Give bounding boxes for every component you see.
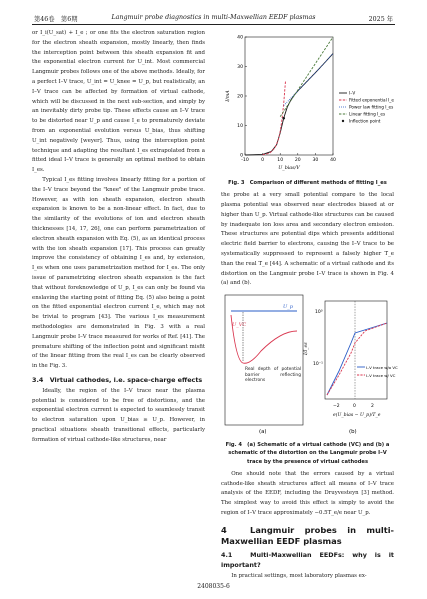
fig3-chart: [221, 29, 394, 177]
fig4b-ylabel: I/I_es: [304, 342, 309, 356]
fig3-legend-label: Linear fitting I_es: [349, 111, 386, 117]
fig4b-legend-1: I–V trace w/o VC: [366, 365, 398, 371]
figure-4: [221, 291, 398, 439]
fig3-xtick-label: -10: [241, 158, 249, 163]
fig3-xtick-label: 20: [294, 158, 301, 163]
fig4b-xtick-1: −2: [333, 404, 340, 410]
fig4b-frame: [325, 301, 387, 399]
fig3-series-line: [263, 81, 286, 154]
fig3-ytick-label: 0: [240, 153, 243, 159]
fig3-xtick-label: 10: [277, 158, 284, 163]
section-heading-4-1: 4.1 Multi-Maxwellian EEDFs: why is it important?: [221, 550, 394, 569]
right-paragraph-2: One should note that the errors caused by a virtual cathode-like sheath structures affect all means of I–V trace analysis of the EEDF, including the Druyvesteyn [3] method. The simplest way to avoid this effect is simply to avoid the region of I–V trace approximately −0.5T_e/e near U_p.: [221, 470, 394, 516]
fig3-ytick-label: 40: [237, 35, 243, 41]
fig3-ytick-label: 30: [237, 65, 243, 71]
fig4a-panel: [225, 295, 303, 435]
fig4a-frame: [225, 295, 303, 425]
fig4b-trace-without-vc: [327, 323, 387, 395]
left-column: [32, 29, 205, 446]
fig3-ylabel: I/mA: [226, 90, 231, 102]
fig4a-dip-note: Real depth of potential barrier reflecting electrons: [245, 367, 301, 384]
left-paragraph-3: Ideally, the region of the I–V trace near the plasma potential is considered to be free of distortions, and the exponential electron current is expected to seamlessly transit to electron saturation upon U_bias ≥ U_p. However, in practical situations sheath transitional effects, particularly formation of virtual cathode-like structures, near: [32, 387, 205, 443]
fig3-legend-label: I–V: [349, 90, 356, 96]
right-column: [221, 29, 398, 582]
fig4b-xtick-3: 2: [371, 404, 374, 410]
fig4b-legend-2: I–V trace w/ VC: [366, 373, 396, 379]
section-heading-3-4: 3.4 Virtual cathodes, i.e. space-charge effects: [32, 375, 203, 384]
fig4a-up-label: U_p: [283, 304, 293, 311]
running-title: Langmuir probe diagnostics in multi-Maxwellian EEDF plasmas: [111, 14, 316, 21]
fig4b-label: (b): [349, 429, 357, 436]
fig3-legend-label: Fitted exponential I_e: [349, 97, 394, 103]
fig3-xlabel: U_bias/V: [278, 166, 300, 171]
fig3-legend-label: Inflection point: [349, 118, 381, 124]
fig4b-panel: [303, 301, 398, 435]
fig3-ytick-label: 20: [237, 94, 243, 100]
fig4a-label: (a): [259, 429, 267, 436]
fig3-legend-label: Power law fitting I_es: [349, 104, 394, 110]
journal-volume: 第46卷 第6期: [34, 16, 78, 23]
fig4b-ytick-bottom: 10⁻¹: [313, 362, 323, 368]
left-paragraph-1: or I_i(U_sat) + I_e ; or one fits the electron saturation region for the electron sheath expansion, mostly linearly, then finds the interception point between this sheath expansion fit and the exponential electron current for U_int. Most commercial Langmuir probes follows one of the above methods. Ideally, for a perfect I–V trace, U_int = U_knee = U_p, but realistically, an I–V trace can be affected by formation of virtual cathode, which will be discussed in the next sub-section, and simply by an inevitably dirty probe tip. These effects cause an I–V trace to be distorted near U_p and cause I_e to prematurely deviate from an exponential evolution versus U_bias, thus shifting U_int negatively [weyer]. Thus, using the interception point technique and adapting the resultant I_es extrapolated from a fitted ideal I–V trace is generally an optimal method to obtain I_es.: [32, 30, 205, 174]
fig3-xtick-label: 40: [330, 158, 336, 163]
fig3-inflection-point: [282, 117, 285, 120]
page-footer: 2408035-6: [197, 583, 230, 590]
fig3-xtick-label: 0: [261, 158, 265, 163]
fig3-xtick-label: 30: [312, 158, 319, 163]
header-rule: [32, 24, 395, 25]
fig4b-ytick-top: 10⁰: [315, 310, 323, 316]
figure-3-caption: Fig. 3 Comparison of different methods of fitting I_es: [228, 180, 387, 186]
fig4b-trace-with-vc: [327, 323, 387, 395]
fig3-ytick-label: 10: [237, 124, 243, 130]
fig3-plot-frame: [245, 37, 333, 155]
fig4a-uvc-label: U_VC: [232, 322, 247, 329]
right-paragraph-1: the probe at a very small potential compare to the local plasma potential was observed near electrodes biased at or higher than U_p. Virtual cathode-like structures can be caused by inadequate ion loss area and secondary electron emission. These structures are potential dips which presents additional electric field barrier to electrons, causing the I–V trace to be systematically suppressed to represent a falsely higher T_e than the real T_e [44]. A schematic of a virtual cathode and its distortion on the Langmuir probe I–V trace is shown in Fig. 4 (a) and (b).: [221, 192, 394, 287]
right-paragraph-3: In practical settings, most laboratory plasmas ex-: [231, 572, 367, 579]
fig3-legend-swatch: [342, 120, 344, 122]
figure-3: [221, 29, 394, 177]
fig3-series-line: [245, 54, 333, 155]
left-paragraph-2: Typical I_es fitting involves linearly fitting for a portion of the I–V trace beyond the "knee" of the Langmuir probe trace. However, as with ion sheath expansion, electron sheath expansion is known to be a non-linear effect. In fact, due to the similarity of the evolutions of ion and electron sheath thicknesses [14, 17, 26], one can perform parametrization of electron sheath expansion with Eq. (5), as an identical process with the ion sheath expansion [17]. This process can greatly improve the consistency of obtaining I_es and, by extension, I_es when one uses parametrization method for I_es. The only issue of parametrizing electron sheath expansion is the fact that without foreknowledge of U_p, I_es can only be found via enslaving the starting point of fitting Eq. (5) also being a point on the fitted exponential electron current I_e, which may not be trivial to program [43]. The various I_es measurement methodologies are demonstrated in Fig. 3 with a real Langmuir probe I–V trace measured for works of Ref. [41]. The premature shifting of the inflection point and significant misfit of the linear fitting from the real I_es can be clearly observed in the Fig. 3.: [32, 176, 205, 370]
fig4b-xtick-2: 0: [353, 404, 356, 410]
fig4b-xlabel: e(U_bias − U_p)/T_e: [333, 413, 381, 419]
section-heading-4: 4 Langmuir probes in multi-Maxwellian EEDF plasmas: [221, 524, 394, 546]
fig4-schematic: [221, 291, 398, 439]
figure-4-caption: Fig. 4 (a) Schematic of a virtual cathode (VC) and (b) a schematic of the distortion on the Langmuir probe I–V trace by the presence of virtual cathodes: [225, 442, 390, 465]
journal-year: 2025 年: [368, 16, 393, 23]
